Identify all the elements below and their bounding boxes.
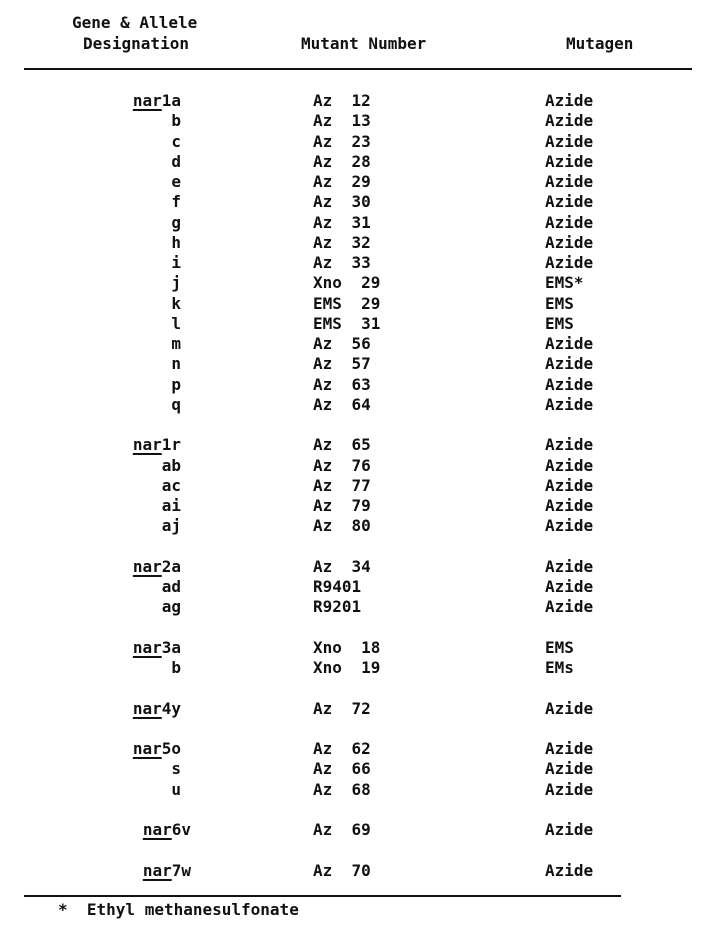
- allele-designation: f: [171, 192, 181, 212]
- mutant-number-cell: EMS 29: [313, 293, 381, 313]
- gene-name: nar: [132, 637, 162, 657]
- mutagen-cell: Azide: [545, 860, 594, 880]
- allele-cell: [171, 759, 181, 779]
- allele-cell: [133, 557, 181, 577]
- allele-cell: [162, 456, 181, 476]
- mutant-number-cell: Az 79: [313, 496, 371, 515]
- allele-cell: [133, 435, 181, 455]
- mutant-number-cell: Xno 18: [313, 637, 381, 657]
- allele-designation: p: [171, 374, 181, 394]
- gene-name: nar: [132, 739, 162, 758]
- mutagen-cell: EMS: [545, 313, 574, 333]
- mutant-number-cell: Az 63: [313, 374, 371, 394]
- allele-cell: [171, 213, 181, 233]
- allele-designation: 6v: [171, 820, 191, 839]
- mutagen-cell: Azide: [545, 253, 594, 272]
- allele-designation: u: [171, 779, 181, 799]
- allele-cell: [171, 253, 181, 273]
- allele-designation: l: [171, 313, 181, 333]
- mutant-number-cell: Az 12: [313, 91, 371, 110]
- allele-cell: [171, 172, 181, 192]
- mutagen-cell: Azide: [545, 212, 594, 232]
- allele-cell: [171, 334, 181, 354]
- mutant-number-cell: Az 34: [313, 556, 371, 576]
- gene-name: nar: [132, 698, 162, 718]
- mutant-number-cell: Az 62: [313, 739, 371, 758]
- mutagen-cell: EMS: [545, 293, 574, 313]
- header-mutagen: Mutagen: [566, 34, 634, 53]
- allele-designation: s: [171, 759, 181, 779]
- allele-designation: ag: [161, 597, 181, 617]
- allele-designation: m: [171, 334, 181, 353]
- allele-designation: 5o: [161, 739, 181, 758]
- allele-designation: q: [171, 394, 181, 414]
- mutant-number-cell: Az 66: [313, 759, 371, 779]
- mutagen-cell: Azide: [545, 820, 594, 839]
- mutagen-cell: Azide: [545, 354, 594, 374]
- mutant-number-cell: Az 65: [313, 435, 371, 455]
- mutagen-cell: Azide: [545, 779, 594, 799]
- mutant-number-cell: R9201: [313, 597, 362, 617]
- mutant-number-cell: Az 57: [313, 354, 371, 374]
- mutant-number-cell: Az 68: [313, 779, 371, 799]
- mutant-number-cell: Xno 19: [313, 658, 381, 677]
- allele-designation: e: [171, 172, 181, 191]
- allele-designation: ai: [161, 496, 181, 515]
- allele-cell: [162, 516, 181, 536]
- mutagen-cell: Azide: [545, 151, 594, 171]
- mutagen-cell: Azide: [545, 455, 594, 475]
- mutant-number-cell: Az 77: [313, 475, 371, 495]
- mutagen-cell: Azide: [545, 131, 594, 151]
- gene-name: nar: [142, 860, 172, 880]
- mutagen-cell: Azide: [545, 577, 594, 596]
- allele-designation: ac: [161, 475, 181, 495]
- allele-cell: [162, 597, 181, 617]
- allele-designation: n: [171, 354, 181, 374]
- allele-cell: [171, 152, 181, 172]
- allele-cell: [171, 395, 181, 415]
- allele-designation: aj: [161, 516, 181, 536]
- mutagen-cell: Azide: [545, 739, 594, 758]
- mutagen-cell: Azide: [545, 556, 594, 576]
- allele-designation: j: [171, 273, 181, 293]
- mutagen-cell: Azide: [545, 496, 594, 515]
- allele-designation: d: [171, 151, 181, 171]
- allele-cell: [171, 780, 181, 800]
- mutant-number-cell: Az 72: [313, 698, 371, 718]
- allele-cell: [133, 739, 181, 759]
- mutant-number-cell: Az 56: [313, 334, 371, 353]
- allele-cell: [171, 233, 181, 253]
- mutagen-cell: Azide: [545, 759, 594, 779]
- mutagen-cell: Azide: [545, 192, 594, 212]
- mutant-number-cell: Az 80: [313, 516, 371, 536]
- gene-name: nar: [142, 820, 172, 839]
- mutagen-cell: Azide: [545, 475, 594, 495]
- mutant-number-cell: Az 30: [313, 192, 371, 212]
- mutagen-cell: Azide: [545, 232, 594, 252]
- mutagen-cell: Azide: [545, 374, 594, 394]
- mutant-number-cell: Az 33: [313, 253, 371, 272]
- mutant-number-cell: Az 29: [313, 172, 371, 191]
- allele-cell: [133, 699, 181, 719]
- allele-cell: [171, 354, 181, 374]
- mutant-number-cell: Az 13: [313, 111, 371, 131]
- allele-cell: [162, 496, 181, 516]
- allele-cell: [133, 638, 181, 658]
- allele-designation: ab: [161, 455, 181, 475]
- footnote: * Ethyl methanesulfonate: [58, 900, 299, 919]
- mutagen-cell: Azide: [545, 698, 594, 718]
- mutant-number-cell: Az 69: [313, 820, 371, 839]
- mutant-number-cell: EMS 31: [313, 313, 381, 333]
- allele-cell: [171, 658, 181, 678]
- allele-designation: ad: [161, 577, 181, 596]
- mutant-number-cell: Xno 29: [313, 273, 381, 293]
- allele-cell: [171, 314, 181, 334]
- mutant-number-cell: Az 32: [313, 232, 371, 252]
- allele-designation: 2a: [161, 556, 181, 576]
- mutant-number-cell: R9401: [313, 577, 362, 596]
- allele-designation: k: [171, 293, 181, 313]
- mutant-number-cell: Az 23: [313, 131, 371, 151]
- allele-designation: 3a: [161, 637, 181, 657]
- header-gene-line2: Designation: [83, 34, 189, 53]
- allele-designation: g: [171, 212, 181, 232]
- allele-designation: b: [171, 658, 181, 677]
- mutagen-cell: EMS*: [545, 273, 584, 293]
- mutagen-cell: EMS: [545, 637, 574, 657]
- allele-designation: 4y: [161, 698, 181, 718]
- gene-name: nar: [132, 556, 162, 576]
- allele-designation: 1a: [161, 91, 181, 110]
- mutagen-cell: Azide: [545, 394, 594, 414]
- gene-name: nar: [132, 435, 162, 455]
- mutagen-cell: Azide: [545, 516, 594, 536]
- header-mutant-number: Mutant Number: [301, 34, 427, 53]
- allele-cell: [143, 861, 191, 881]
- allele-designation: i: [171, 253, 181, 272]
- allele-designation: 7w: [171, 860, 191, 880]
- mutagen-cell: Azide: [545, 435, 594, 455]
- allele-cell: [171, 273, 181, 293]
- allele-cell: [143, 820, 191, 840]
- mutant-number-cell: Az 64: [313, 394, 371, 414]
- allele-cell: [171, 192, 181, 212]
- mutagen-cell: EMs: [545, 658, 574, 677]
- mutagen-cell: Azide: [545, 111, 594, 131]
- allele-designation: h: [171, 232, 181, 252]
- allele-cell: [171, 111, 181, 131]
- mutagen-cell: Azide: [545, 334, 594, 353]
- mutant-number-cell: Az 70: [313, 860, 371, 880]
- allele-cell: [171, 375, 181, 395]
- header-gene-line1: Gene & Allele: [72, 13, 198, 32]
- allele-cell: [133, 91, 181, 111]
- allele-designation: c: [171, 131, 181, 151]
- allele-cell: [162, 476, 181, 496]
- allele-cell: [171, 294, 181, 314]
- allele-designation: 1r: [161, 435, 181, 455]
- mutagen-cell: Azide: [545, 597, 594, 617]
- mutagen-cell: Azide: [545, 172, 594, 191]
- gene-name: nar: [132, 91, 162, 110]
- footer-rule: [24, 895, 621, 897]
- allele-designation: b: [171, 111, 181, 131]
- mutagen-cell: Azide: [545, 91, 594, 110]
- mutant-number-cell: Az 28: [313, 151, 371, 171]
- allele-cell: [162, 577, 181, 597]
- mutant-number-cell: Az 76: [313, 455, 371, 475]
- mutant-number-cell: Az 31: [313, 212, 371, 232]
- header-rule: [24, 68, 692, 70]
- allele-cell: [171, 132, 181, 152]
